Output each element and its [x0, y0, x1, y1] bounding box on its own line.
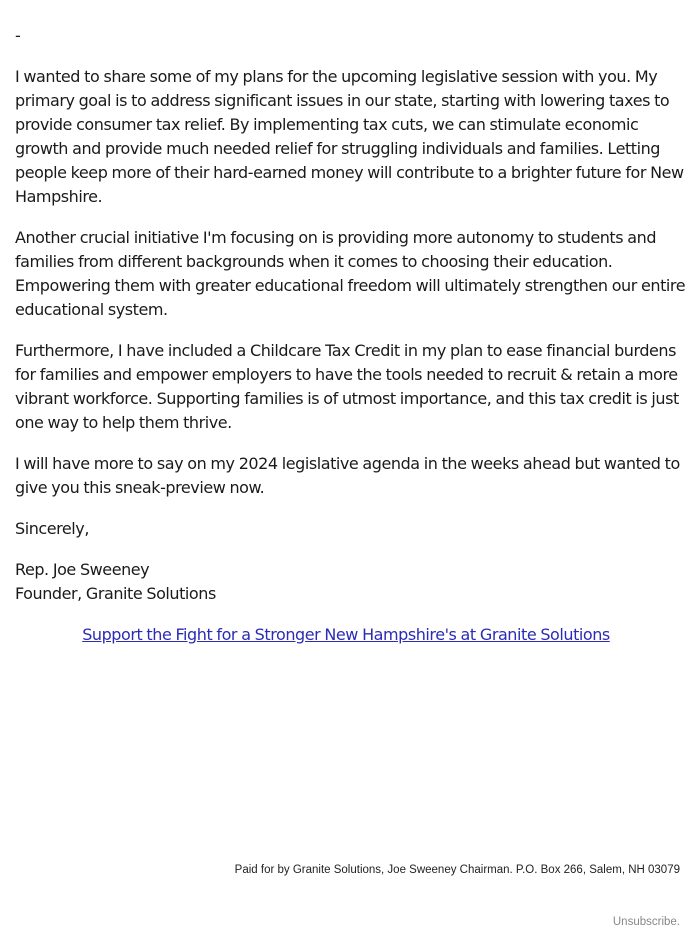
cta-container	[15, 623, 687, 647]
paragraph-tax-relief: I wanted to share some of my plans for the upcoming legislative session with you. My primary goal is to address significant issues in our state, starting with lowering taxes to provide consumer tax relief. By implementing tax cuts, we can stimulate economic growth and provide much needed relief for struggling individuals and families. Letting people keep more of their hard-earned money will contribute to a brighter future for New Hampshire.	[15, 67, 684, 206]
paid-for-disclaimer: Paid for by Granite Solutions, Joe Sweeney Chairman. P.O. Box 266, Salem, NH 03079	[234, 864, 680, 876]
separator-dash: -	[15, 26, 21, 45]
paragraph-education: Another crucial initiative I'm focusing on is providing more autonomy to students and families from different backgrounds when it comes to choosing their education. Empowering them with greater educational freedom will ultimately strengthen our entire educational system.	[15, 228, 686, 319]
signature	[15, 558, 687, 606]
closing: Sincerely,	[15, 519, 89, 538]
support-granite-solutions-link[interactable]: Support the Fight for a Stronger New Hampshire's at Granite Solutions	[82, 625, 610, 644]
signature-title: Founder, Granite Solutions	[15, 584, 216, 603]
signature-name: Rep. Joe Sweeney	[15, 560, 150, 579]
unsubscribe-link[interactable]: Unsubscribe.	[612, 916, 680, 928]
paragraph-childcare: Furthermore, I have included a Childcare Tax Credit in my plan to ease financial burdens for families and empower employers to have the tools needed to recruit & retain a more vibrant workforce. Supporting families is of utmost importance, and this tax credit is just one way to help them thrive.	[15, 341, 679, 432]
email-body	[15, 24, 687, 647]
paragraph-agenda: I will have more to say on my 2024 legislative agenda in the weeks ahead but wanted to give you this sneak-preview now.	[15, 454, 680, 497]
